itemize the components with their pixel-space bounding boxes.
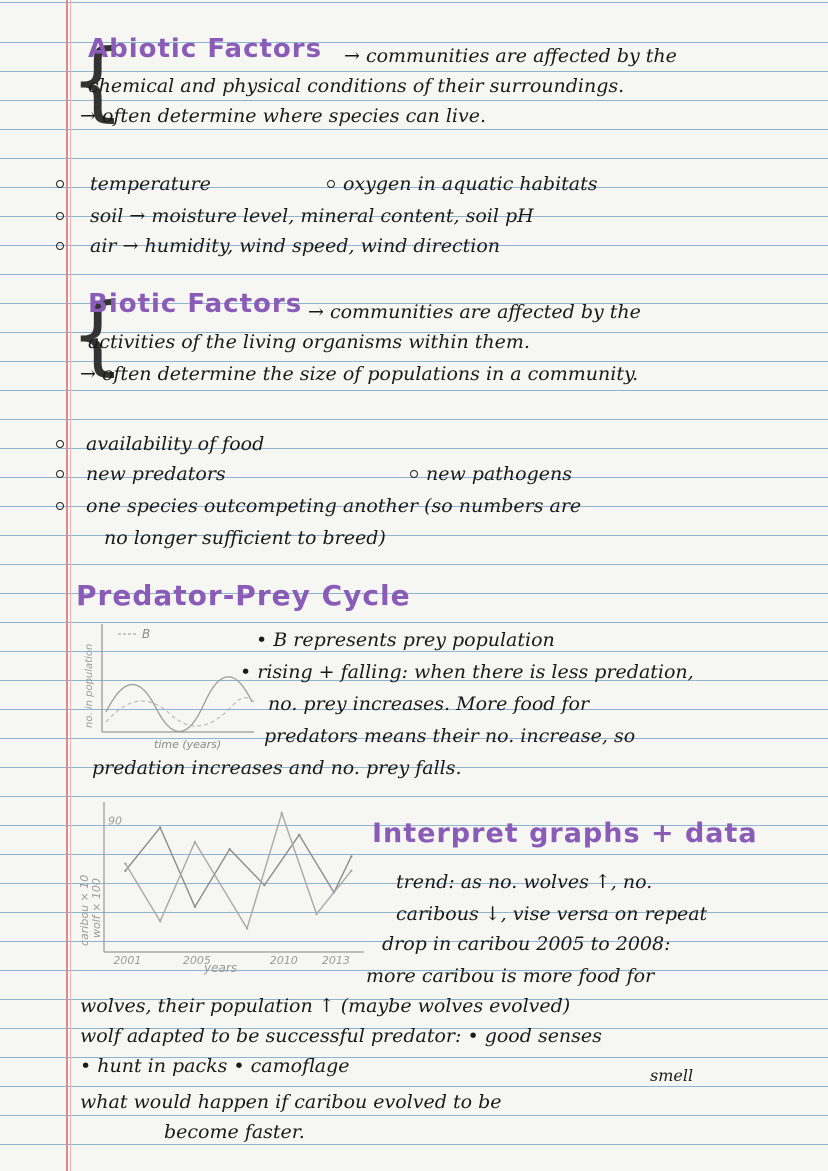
interpret-note-8: what would happen if caribou evolved to be — [80, 1091, 502, 1113]
interpret-note-5: wolves, their population ↑ (maybe wolves evolved) — [80, 995, 571, 1017]
abiotic-bullet-soil: soil → moisture level, mineral content, soil pH — [90, 205, 534, 227]
data-point-wolf — [315, 913, 317, 915]
bullet-icon — [410, 470, 418, 478]
abiotic-line-3: → often determine where species can live. — [80, 105, 487, 127]
data-point-caribou — [350, 855, 352, 857]
interpret-note-7: • hunt in packs • camoflage — [80, 1055, 350, 1077]
chart-x-label: years — [204, 961, 238, 975]
interpret-note-4: more caribou is more food for — [366, 965, 655, 987]
biotic-line-3: → often determine the size of populations in a community. — [80, 363, 639, 385]
y-tick-label: 90 — [108, 814, 122, 828]
predator-note-1: • B represents prey population — [256, 629, 555, 651]
data-point-wolf — [194, 841, 196, 843]
data-point-caribou — [298, 834, 300, 836]
predator-prey-heading: Predator-Prey Cycle — [76, 579, 411, 612]
predator-note-5: predation increases and no. prey falls. — [92, 757, 462, 779]
biotic-line-2: activities of the living organisms within them. — [88, 331, 530, 353]
data-point-caribou — [124, 870, 126, 872]
interpret-note-3: drop in caribou 2005 to 2008: — [382, 933, 671, 955]
series-line-caribou — [125, 828, 351, 907]
predator-prey-sketch — [74, 616, 264, 756]
bullet-icon — [56, 470, 64, 478]
left-brace-icon: { — [70, 31, 125, 131]
sketch-x-label: time (years) — [154, 738, 222, 751]
bullet-icon — [56, 180, 64, 188]
data-point-caribou — [263, 884, 265, 886]
interpret-note-smell: smell — [650, 1066, 694, 1085]
predator-note-3: no. prey increases. More food for — [268, 693, 590, 715]
abiotic-bullet-air: air → humidity, wind speed, wind direction — [90, 235, 501, 257]
data-point-wolf — [350, 870, 352, 872]
data-point-caribou — [194, 906, 196, 908]
sketch-y-label: no. in population — [84, 643, 95, 728]
sketch-predator-curve — [106, 698, 254, 726]
chart-y-label-wolf: wolf × 100 — [90, 878, 103, 938]
margin-line-inner — [70, 0, 71, 1171]
x-tick-label: 2013 — [321, 954, 350, 967]
interpret-note-9: become faster. — [164, 1121, 305, 1143]
abiotic-bullet-oxygen: oxygen in aquatic habitats — [343, 173, 598, 195]
left-brace-icon: { — [70, 285, 125, 385]
chart-y-label-caribou: caribou × 10 — [78, 874, 91, 946]
sketch-legend-label: B — [142, 627, 151, 641]
bullet-icon — [56, 242, 64, 250]
abiotic-heading: Abiotic Factors — [88, 34, 323, 64]
biotic-bullet-food: availability of food — [86, 433, 265, 455]
x-tick-label: 2005 — [182, 954, 211, 967]
data-point-wolf — [159, 920, 161, 922]
series-line-wolf — [125, 813, 351, 928]
data-point-wolf — [246, 927, 248, 929]
biotic-bullet-outcompeting: one species outcompeting another (so numbers are — [86, 495, 582, 517]
abiotic-line-1: → communities are affected by the — [344, 45, 677, 67]
bullet-icon — [56, 502, 64, 510]
data-point-wolf — [124, 862, 126, 864]
biotic-line-1: → communities are affected by the — [308, 301, 641, 323]
bullet-icon — [327, 180, 335, 188]
data-point-wolf — [281, 812, 283, 814]
margin-line — [66, 0, 68, 1171]
biotic-bullet-pathogens: new pathogens — [426, 463, 572, 485]
biotic-bullet-outcompeting-cont: no longer sufficient to breed) — [104, 527, 386, 549]
interpret-note-1: trend: as no. wolves ↑, no. — [396, 871, 653, 893]
interpret-note-2: caribous ↓, vise versa on repeat — [396, 903, 708, 925]
bullet-icon — [56, 440, 64, 448]
x-tick-label: 2010 — [269, 954, 298, 967]
predator-note-4: predators means their no. increase, so — [264, 725, 636, 747]
biotic-heading: Biotic Factors — [88, 289, 303, 319]
caribou-wolf-chart — [74, 796, 374, 976]
biotic-bullet-predators: new predators — [86, 463, 226, 485]
predator-note-2: • rising + falling: when there is less predation, — [240, 661, 694, 683]
interpret-heading: Interpret graphs + data — [372, 818, 758, 849]
data-point-caribou — [159, 826, 161, 828]
bullet-icon — [56, 212, 64, 220]
data-point-caribou — [228, 848, 230, 850]
abiotic-line-2: chemical and physical conditions of their surroundings. — [88, 75, 625, 97]
interpret-note-6: wolf adapted to be successful predator: • good senses — [80, 1025, 602, 1047]
x-tick-label: 2001 — [113, 954, 142, 967]
abiotic-bullet-temperature: temperature — [90, 173, 211, 195]
